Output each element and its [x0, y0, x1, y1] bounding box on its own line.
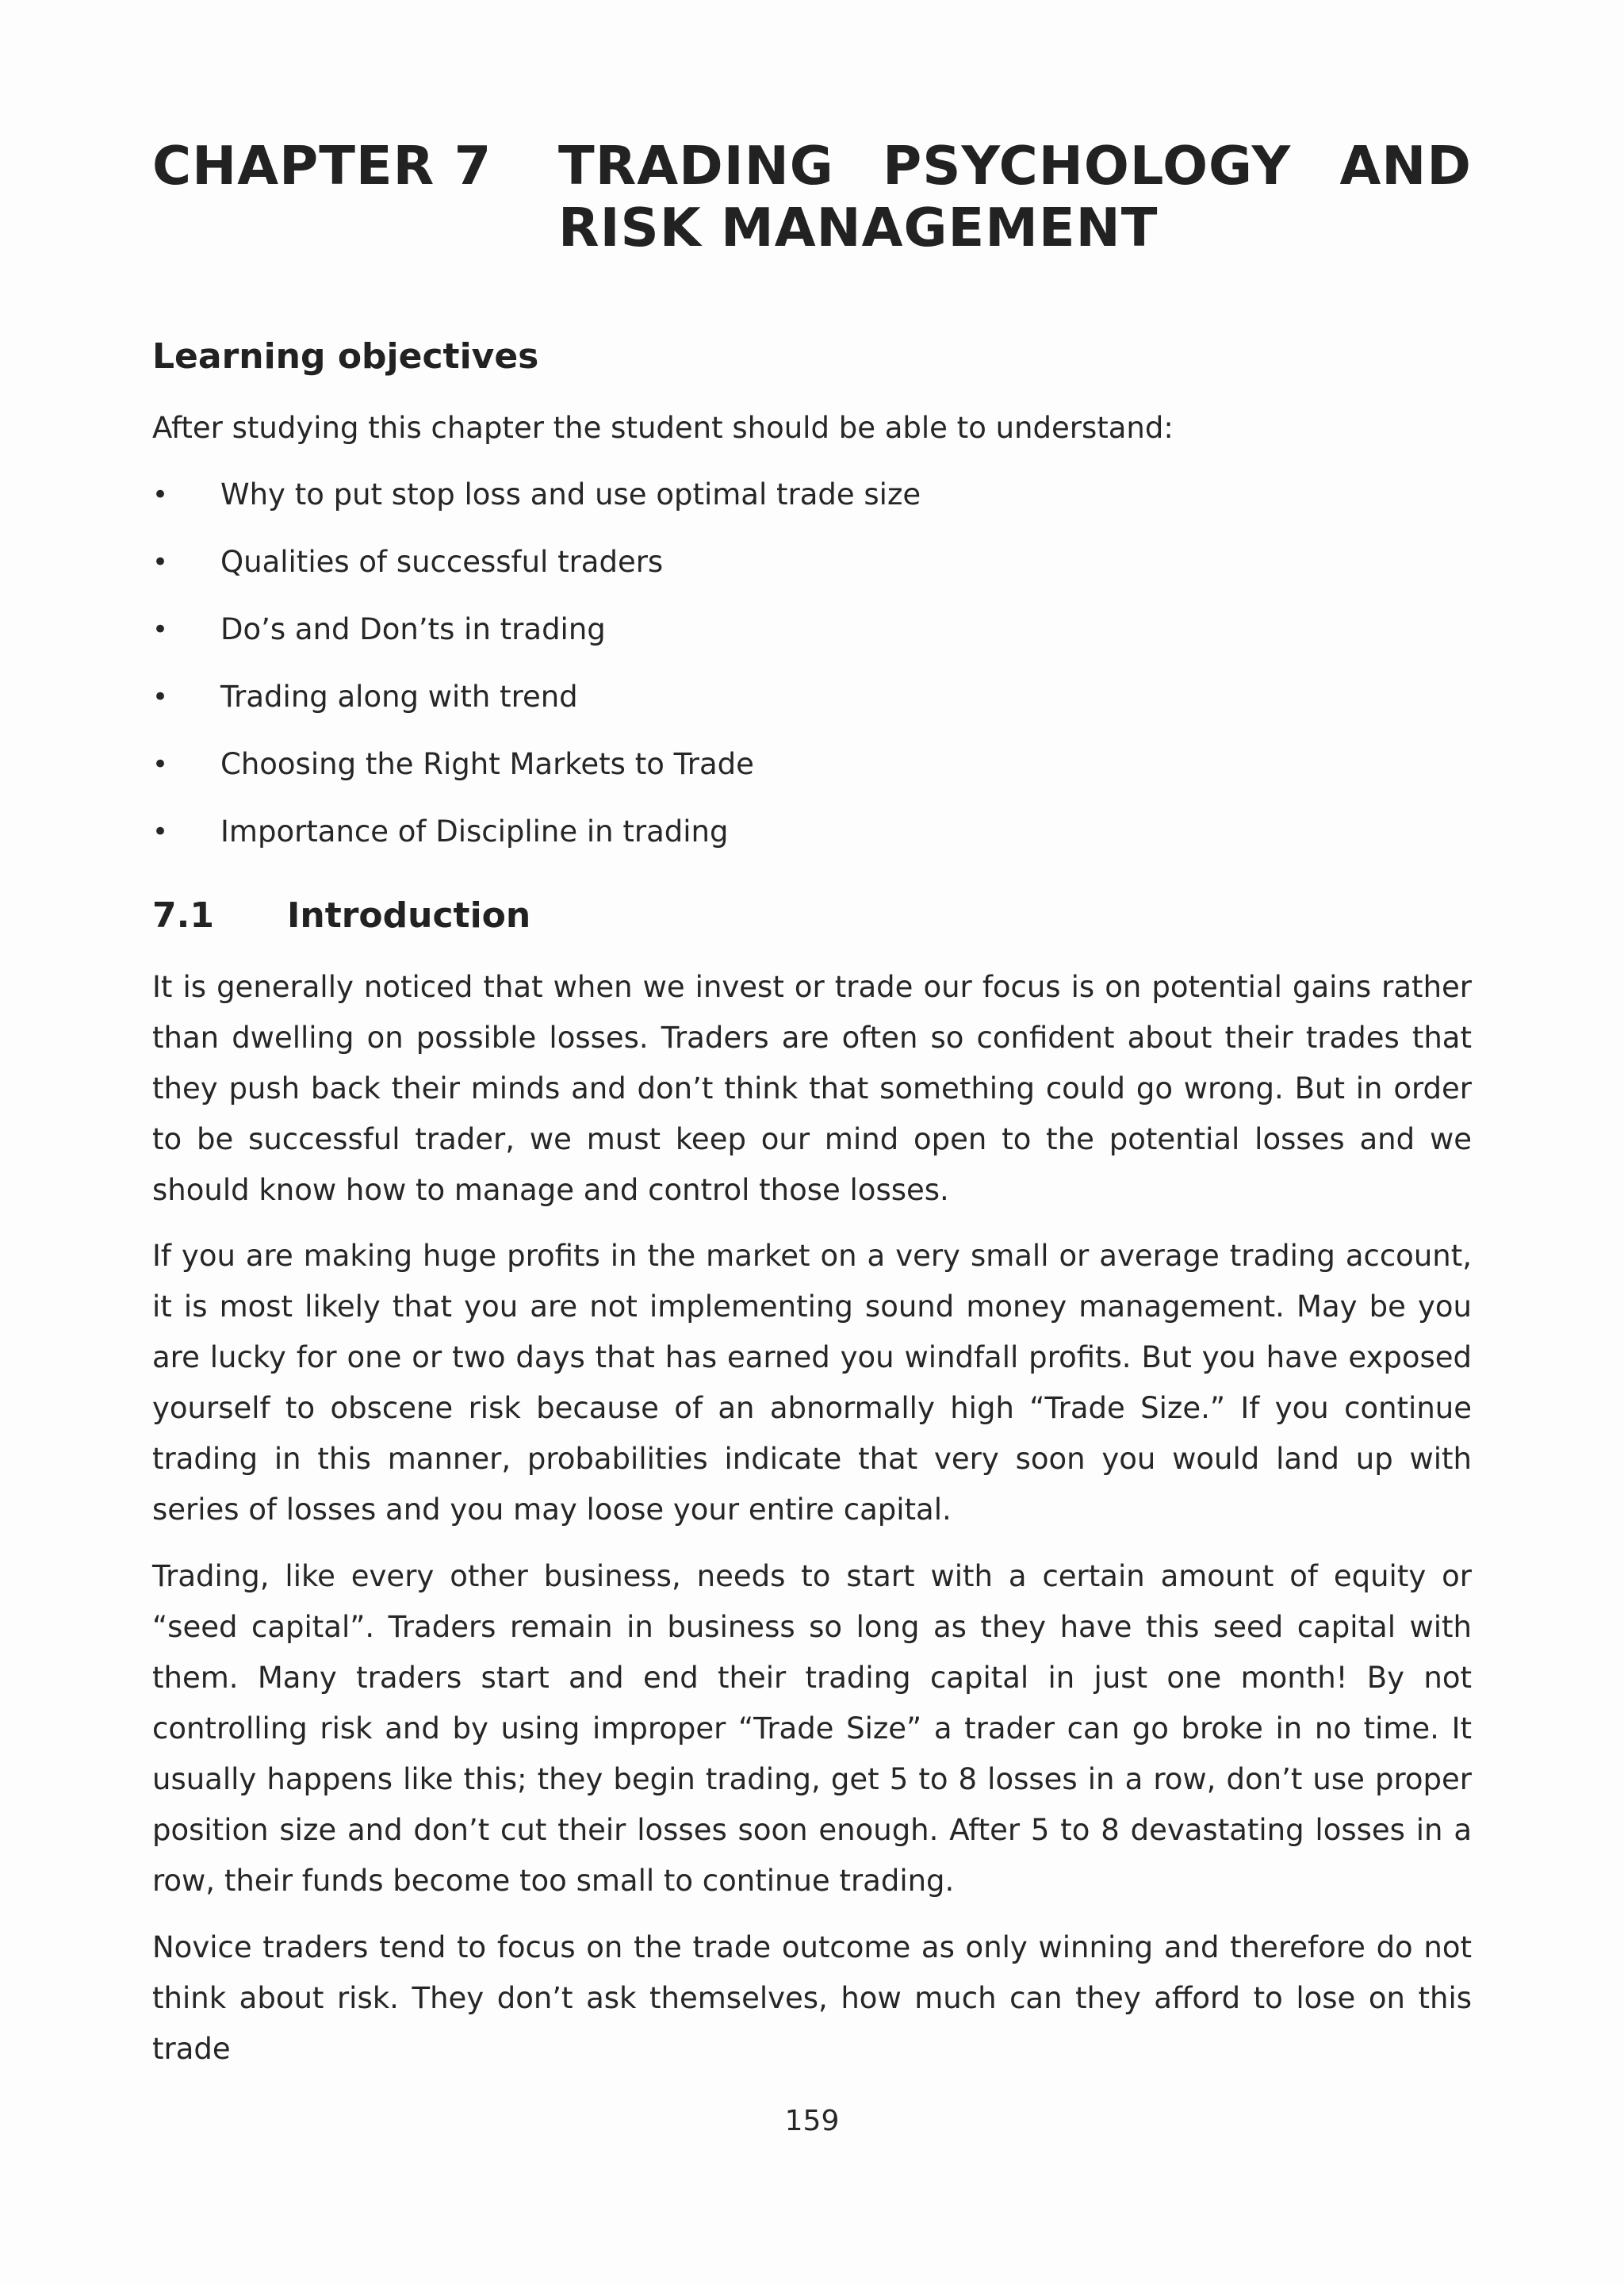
bullet-icon: • [152, 816, 169, 848]
list-item-text: Do’s and Don’ts in trading [220, 612, 606, 646]
list-item-text: Trading along with trend [220, 680, 578, 714]
list-item [152, 537, 1472, 604]
section-heading [152, 894, 530, 938]
chapter-title-word: AND [1339, 135, 1472, 197]
chapter-title-line-2: RISK MANAGEMENT [558, 197, 1159, 259]
list-item [152, 807, 1472, 874]
list-item-text: Importance of Discipline in trading [220, 814, 729, 849]
bullet-icon: • [152, 614, 169, 646]
learning-objectives-intro: After studying this chapter the student should be able to understand: [152, 411, 1174, 445]
learning-objectives-heading: Learning objectives [152, 336, 539, 377]
list-item [152, 672, 1472, 739]
bullet-icon: • [152, 681, 169, 713]
paragraph: If you are making huge profits in the market on a very small or average trading account, it is most likely that you are not implementing sound money management. May be you are lucky for one or two days that has earned you windfall profits. But you have exposed yourself to obscene risk because of an abnormally high “Trade Size.” If you continue trading in this manner, probabilities indicate that very soon you would land up with series of losses and you may loose your entire capital. [152, 1239, 1472, 1527]
chapter-title-line-1 [558, 135, 1472, 197]
list-item [152, 604, 1472, 672]
list-item [152, 469, 1472, 537]
section-title: Introduction [287, 895, 531, 936]
list-item [152, 739, 1472, 807]
chapter-title-word: TRADING [558, 135, 834, 197]
chapter-title [558, 135, 1472, 259]
bullet-icon: • [152, 479, 169, 511]
list-item-text: Choosing the Right Markets to Trade [220, 747, 754, 781]
paragraph: Novice traders tend to focus on the trade outcome as only winning and therefore do not think about risk. They don’t ask themselves, how much can they afford to lose on this trade [152, 1930, 1472, 2066]
paragraph: Trading, like every other business, needs to start with a certain amount of equity or “seed capital”. Traders remain in business so long as they have this seed capital with them. Many traders start and end their trading capital in just one month! By not controlling risk and by using improper “Trade Size” a trader can go broke in no time. It usually happens like this; they begin trading, get 5 to 8 losses in a row, don’t use proper position size and don’t cut their losses soon enough. After 5 to 8 devastating losses in a row, their funds become too small to continue trading. [152, 1559, 1472, 1898]
chapter-number: CHAPTER 7 [152, 135, 492, 197]
chapter-title-word: PSYCHOLOGY [883, 135, 1292, 197]
bullet-icon: • [152, 749, 169, 780]
bullet-icon: • [152, 546, 169, 578]
list-item-text: Why to put stop loss and use optimal trade size [220, 477, 921, 512]
learning-objectives-list [152, 469, 1472, 874]
section-number: 7.1 [152, 895, 214, 936]
paragraph: It is generally noticed that when we invest or trade our focus is on potential gains rather than dwelling on possible losses. Traders are often so confident about their trades that they push back their minds and don’t think that something could go wrong. But in order to be successful trader, we must keep our mind open to the potential losses and we should know how to manage and control those losses. [152, 970, 1472, 1207]
page-number: 159 [784, 2105, 840, 2137]
list-item-text: Qualities of successful traders [220, 545, 664, 579]
chapter-heading [152, 135, 1472, 270]
